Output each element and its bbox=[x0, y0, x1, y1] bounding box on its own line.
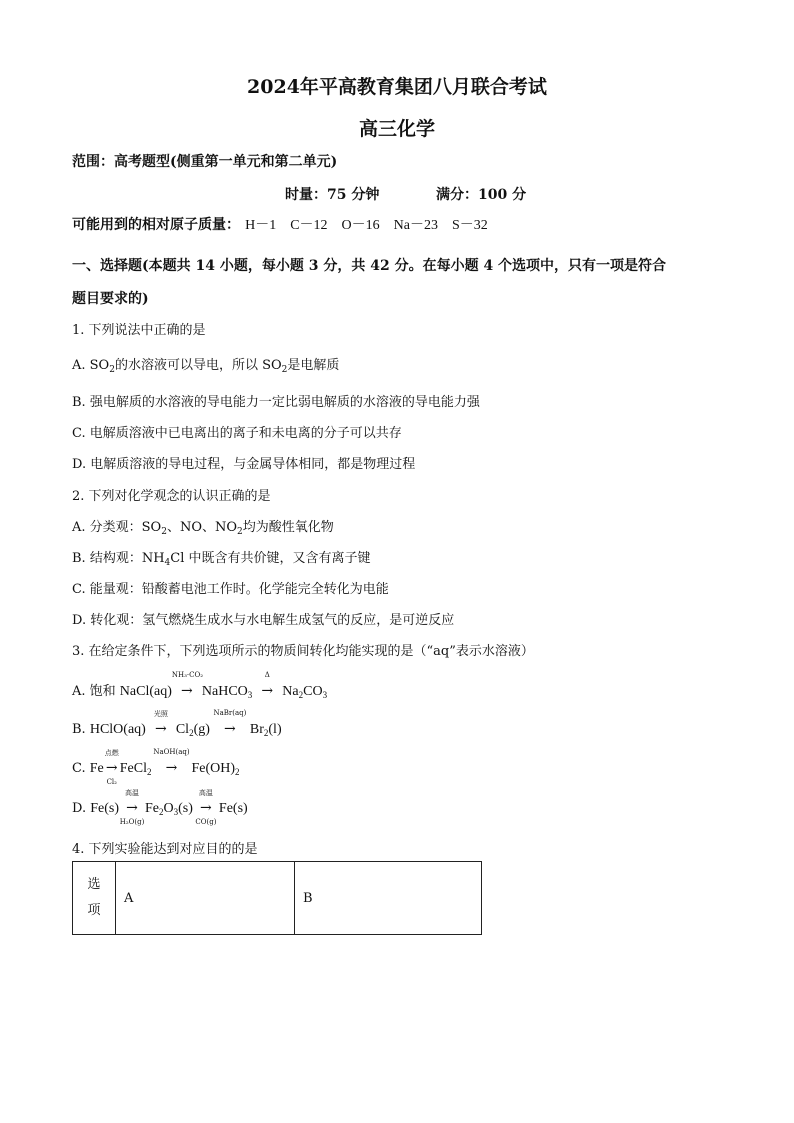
table-cell-a: A bbox=[116, 862, 295, 935]
atomic-mass-line bbox=[72, 214, 488, 234]
reaction-arrow: Δ → bbox=[261, 671, 274, 699]
q1-option-c: C. 电解质溶液中已电离出的离子和未电离的分子可以共存 bbox=[72, 426, 402, 441]
q3-stem: 3. 在给定条件下，下列选项所示的物质间转化均能实现的是（“aq”表示水溶液） bbox=[72, 644, 534, 659]
q3-option-b: B. HClO(aq) 光照 → $Cl_2(g)$ NaBr(aq) → $Br_2(l)$ bbox=[72, 709, 282, 738]
atomic-mass-values: H－1 C－12 O－16 Na－23 S－32 bbox=[245, 218, 488, 233]
q2-option-a: A. 分类观：$SO_2$、NO、$NO_2$均为酸性氧化物 bbox=[72, 520, 334, 537]
q1-option-d: D. 电解质溶液的导电过程，与金属导体相同，都是物理过程 bbox=[72, 457, 416, 472]
q3-option-a: A. 饱和 NaCl(aq) NH₃·CO₂ → NaHCO$_3$ Δ → $Na_2CO_3$ bbox=[72, 671, 328, 700]
atomic-mass-label: 可能用到的相对原子质量： bbox=[72, 217, 240, 233]
q4-stem: 4. 下列实验能达到对应目的的是 bbox=[72, 842, 258, 857]
reaction-arrow: 点燃 → Cl₂ bbox=[104, 749, 119, 786]
q2-option-b: B. 结构观：$NH_4Cl$ 中既含有共价键，又含有离子键 bbox=[72, 551, 371, 568]
reaction-arrow: 高温 → H₂O(g) bbox=[119, 789, 145, 826]
q3-option-d: D. Fe(s) 高温 → H₂O(g) $Fe_2O_3(s)$ 高温 → CO(g) Fe(s) bbox=[72, 789, 248, 826]
exam-scope: 范围：高考题型(侧重第一单元和第二单元) bbox=[72, 154, 338, 170]
q2-stem: 2. 下列对化学观念的认识正确的是 bbox=[72, 489, 271, 504]
q2-option-c: C. 能量观：铅酸蓄电池工作时。化学能完全转化为电能 bbox=[72, 582, 389, 597]
table-header-cell: 选 项 bbox=[73, 862, 116, 935]
exam-time: 时量：75 分钟 bbox=[285, 187, 380, 203]
reaction-arrow: 光照 → bbox=[153, 710, 168, 737]
q2-option-d: D. 转化观：氢气燃烧生成水与水电解生成氢气的反应，是可逆反应 bbox=[72, 613, 455, 628]
exam-score: 满分：100 分 bbox=[436, 187, 527, 203]
q1-stem: 1. 下列说法中正确的是 bbox=[72, 323, 206, 338]
reaction-arrow: NaBr(aq) → bbox=[213, 709, 247, 737]
section-heading-line2: 题目要求的) bbox=[72, 291, 149, 307]
q1-option-b: B. 强电解质的水溶液的导电能力一定比弱电解质的水溶液的导电能力强 bbox=[72, 395, 480, 410]
table-cell-b: B bbox=[295, 862, 482, 935]
q3-option-c: C. Fe 点燃 → Cl₂ FeCl$_2$ NaOH(aq) → $Fe(OH)_2$ bbox=[72, 748, 240, 786]
q1-option-a: A. $SO_2$的水溶液可以导电，所以 $SO_2$是电解质 bbox=[72, 358, 340, 375]
q4-options-table bbox=[72, 861, 482, 935]
table-row bbox=[73, 862, 482, 935]
exam-subtitle: 高三化学 bbox=[358, 118, 435, 140]
reaction-arrow: NH₃·CO₂ → bbox=[171, 671, 204, 699]
reaction-arrow: NaOH(aq) → bbox=[153, 748, 190, 776]
exam-title: 2024年平高教育集团八月联合考试 bbox=[247, 76, 547, 98]
section-heading-line1: 一、选择题(本题共 14 小题，每小题 3 分，共 42 分。在每小题 4 个选项中，只有一项是符合 bbox=[72, 258, 667, 274]
reaction-arrow: 高温 → CO(g) bbox=[195, 789, 217, 826]
